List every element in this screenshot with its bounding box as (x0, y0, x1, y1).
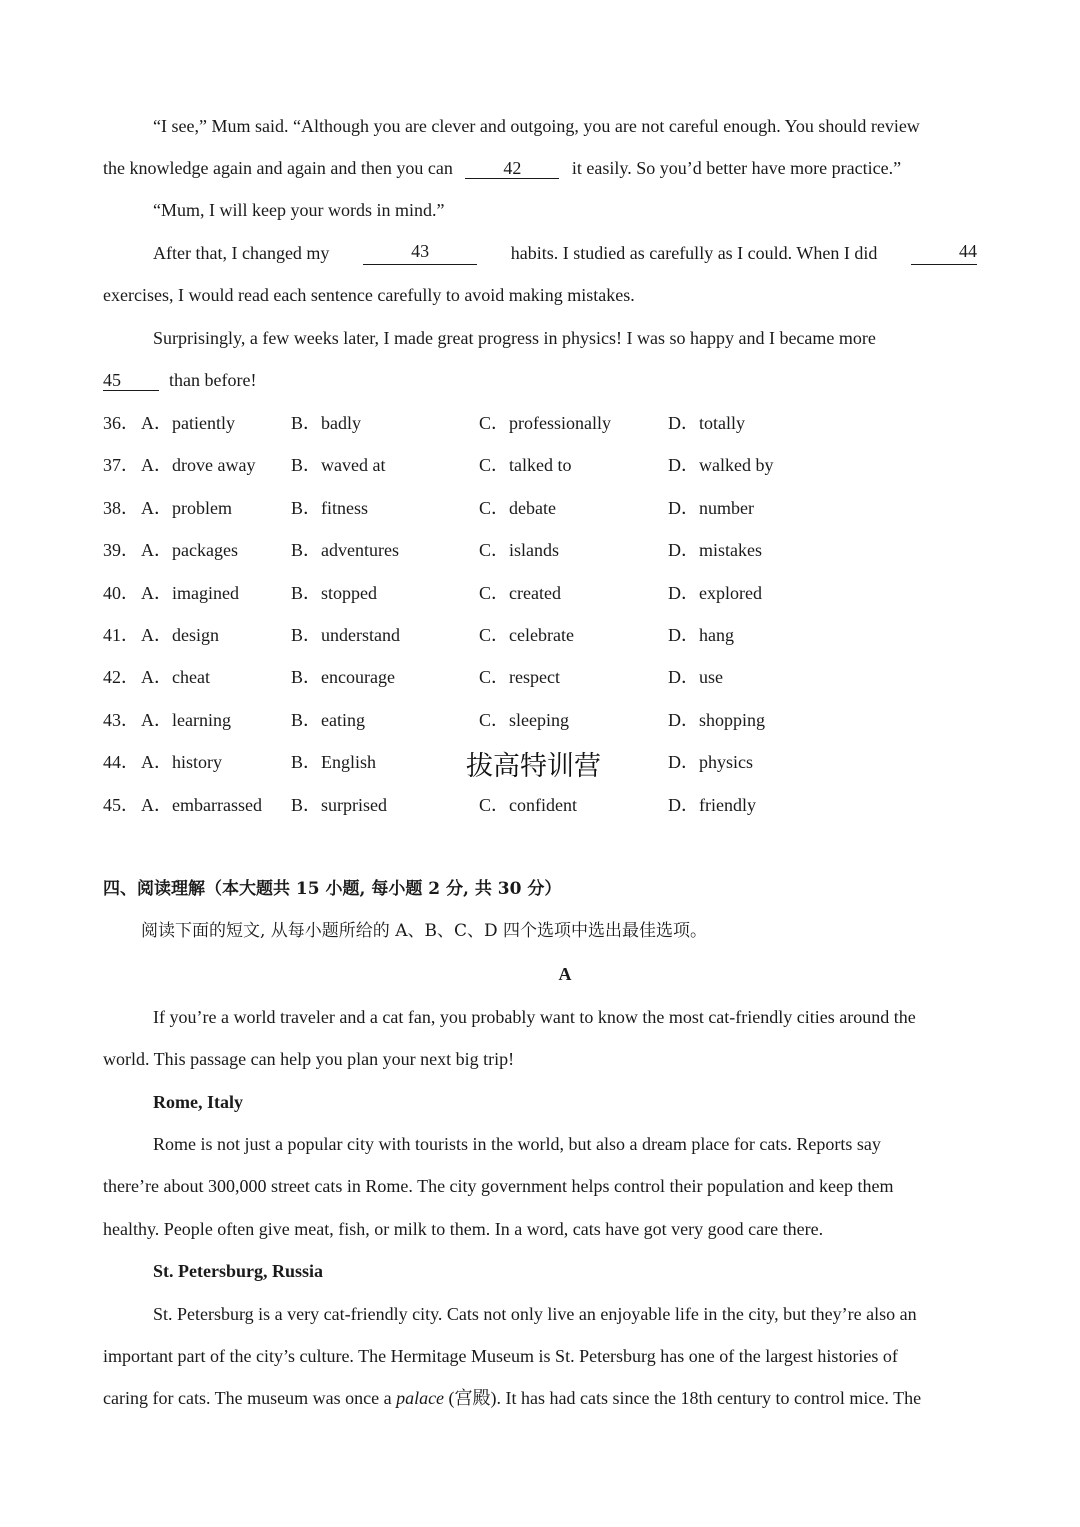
option-c: C．celebrate (479, 625, 574, 645)
passage-text: world. This passage can help you plan your next big trip! (103, 1049, 515, 1069)
passage-text: healthy. People often give meat, fish, or milk to them. In a word, cats have got very good care there. (103, 1219, 824, 1239)
passage-text: there’re about 300,000 street cats in Rome. The city government helps control their population and keep them (103, 1176, 894, 1196)
paragraph-line (153, 114, 977, 138)
question-number: 43． (103, 710, 139, 730)
passage-text: than before! (169, 370, 257, 390)
passage-text: After that, I changed my (153, 243, 330, 263)
passage-text: (宫殿). It has had cats since the 18th century to control mice. The (448, 1388, 922, 1408)
option-d: D．walked by (668, 455, 774, 475)
passage-text: Rome is not just a popular city with tourists in the world, but also a dream place for cats. Reports say (153, 1134, 881, 1154)
option-b: B．adventures (291, 540, 399, 560)
subheading-rome: Rome, Italy (153, 1092, 243, 1112)
passage-text: caring for cats. The museum was once a (103, 1388, 392, 1408)
passage-text: Surprisingly, a few weeks later, I made great progress in physics! I was so happy and I became more (153, 328, 876, 348)
option-a: A．drove away (141, 455, 256, 475)
question-number: 40． (103, 583, 139, 603)
paragraph-line (103, 1344, 977, 1368)
question-options-38 (103, 496, 977, 520)
paragraph-line (153, 1302, 977, 1326)
option-c: C．islands (479, 540, 560, 560)
option-a: A．design (141, 625, 219, 645)
question-options-43 (103, 708, 977, 732)
option-b: B．fitness (291, 498, 369, 518)
option-a: A．patiently (141, 413, 235, 433)
question-number: 41． (103, 625, 139, 645)
paragraph-line (103, 368, 977, 392)
option-c: C．respect (479, 667, 560, 687)
option-b: B．stopped (291, 583, 378, 603)
option-b: B．English (291, 752, 377, 772)
subheading-st-petersburg: St. Petersburg, Russia (153, 1261, 323, 1281)
option-b: B．encourage (291, 667, 395, 687)
passage-text: the knowledge again and again and then you can (103, 158, 453, 178)
option-c: C．created (479, 583, 561, 603)
question-options-36 (103, 411, 977, 435)
option-c: C．talked to (479, 455, 572, 475)
option-d: D．physics (668, 752, 753, 772)
part-label: A (558, 964, 572, 984)
blank-43: 43 (363, 241, 477, 265)
passage-text: habits. I studied as carefully as I could. When I did (510, 243, 878, 263)
blank-45: 45 (103, 370, 159, 391)
passage-text: If you’re a world traveler and a cat fan, you probably want to know the most cat-friendly cities around the (153, 1007, 916, 1027)
option-b: B．waved at (291, 455, 386, 475)
option-d: D．use (668, 667, 723, 687)
option-d: D．friendly (668, 795, 756, 815)
option-d: D．number (668, 498, 754, 518)
paragraph-line (153, 241, 977, 265)
passage-text: “I see,” Mum said. “Although you are clever and outgoing, you are not careful enough. You should review (153, 116, 920, 136)
paragraph-line (103, 283, 977, 307)
option-d: D．totally (668, 413, 745, 433)
paragraph-line (103, 156, 977, 180)
paragraph-line (103, 1047, 977, 1071)
option-b: B．surprised (291, 795, 387, 815)
passage-text: St. Petersburg is a very cat-friendly city. Cats not only live an enjoyable life in the city, but they’re also an (153, 1304, 917, 1324)
blank-44: 44 (911, 241, 977, 265)
question-options-39 (103, 538, 977, 562)
option-c: C．sleeping (479, 710, 569, 730)
option-b: B．badly (291, 413, 361, 433)
section-heading: 四、阅读理解（本大题共 15 小题, 每小题 2 分, 共 30 分） (103, 879, 562, 899)
question-number: 37． (103, 455, 139, 475)
option-a: A．embarrassed (141, 795, 262, 815)
option-a: A．imagined (141, 583, 239, 603)
option-d: D．hang (668, 625, 734, 645)
passage-text: exercises, I would read each sentence carefully to avoid making mistakes. (103, 285, 635, 305)
question-options-40 (103, 581, 977, 605)
question-number: 42． (103, 667, 139, 687)
paragraph-line (153, 326, 977, 350)
passage-text: “Mum, I will keep your words in mind.” (153, 200, 445, 220)
watermark-text: 拔高特训营 (466, 751, 601, 782)
option-d: D．shopping (668, 710, 766, 730)
question-options-41 (103, 623, 977, 647)
question-number: 39． (103, 540, 139, 560)
option-a: A．cheat (141, 667, 210, 687)
passage-text: important part of the city’s culture. The Hermitage Museum is St. Petersburg has one of the largest histories of (103, 1346, 898, 1366)
option-d: D．explored (668, 583, 762, 603)
section-instruction: 阅读下面的短文, 从每小题所给的 A、B、C、D 四个选项中选出最佳选项。 (141, 921, 708, 941)
italic-word: palace (396, 1388, 445, 1408)
question-number: 44． (103, 752, 139, 772)
paragraph-line (153, 1005, 977, 1029)
paragraph-line (153, 1132, 977, 1156)
option-c: C．professionally (479, 413, 611, 433)
option-c: C．debate (479, 498, 556, 518)
question-number: 36． (103, 413, 139, 433)
question-options-37 (103, 453, 977, 477)
question-number: 45． (103, 795, 139, 815)
question-options-42 (103, 665, 977, 689)
option-b: B．understand (291, 625, 400, 645)
question-number: 38． (103, 498, 139, 518)
question-options-45 (103, 793, 977, 817)
option-b: B．eating (291, 710, 365, 730)
paragraph-line (103, 1174, 977, 1198)
option-c: C．confident (479, 795, 577, 815)
paragraph-line (153, 198, 977, 222)
option-a: A．history (141, 752, 222, 772)
paragraph-line (103, 1386, 977, 1410)
option-a: A．problem (141, 498, 232, 518)
option-a: A．packages (141, 540, 238, 560)
option-a: A．learning (141, 710, 231, 730)
passage-text: it easily. So you’d better have more practice.” (571, 158, 902, 178)
option-d: D．mistakes (668, 540, 762, 560)
paragraph-line (103, 1217, 977, 1241)
blank-42: 42 (465, 158, 559, 179)
